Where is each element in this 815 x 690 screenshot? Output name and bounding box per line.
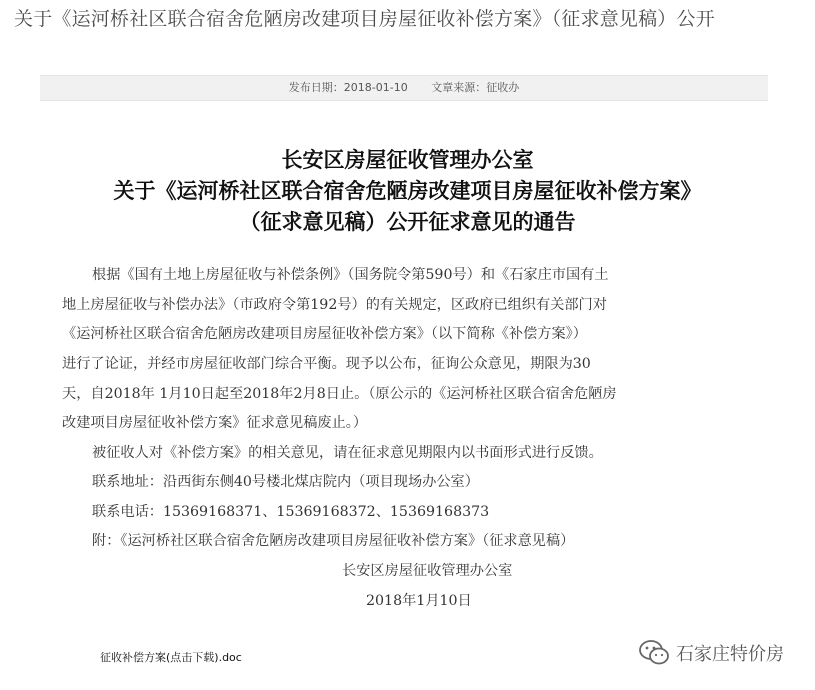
article-source: 文章来源：征收办 xyxy=(431,81,520,94)
attachment-note: 附：《运河桥社区联合宿舍危陋房改建项目房屋征收补偿方案》（征求意见稿） xyxy=(92,533,575,549)
para1-line6: 改建项目房屋征收补偿方案》征求意见稿废止。） xyxy=(62,415,368,431)
watermark-text: 石家庄特价房 xyxy=(676,644,784,665)
attachment-download-link[interactable]: 征收补偿方案(点击下载).doc xyxy=(100,651,242,664)
notice-date: 2018年1月10日 xyxy=(366,593,472,609)
para1-line2: 地上房屋征收与补偿办法》（市政府令第192号）的有关规定，区政府已组织有关部门对 xyxy=(62,297,607,313)
watermark xyxy=(638,636,784,670)
contact-address: 联系地址：沿西街东侧40号楼北煤店院内（项目现场办公室） xyxy=(92,474,479,490)
para1-line4: 进行了论证，并经市房屋征收部门综合平衡。现予以公布，征询公众意见，期限为30 xyxy=(62,356,591,372)
wechat-icon xyxy=(638,638,670,668)
para1-line3: 《运河桥社区联合宿舍危陋房改建项目房屋征收补偿方案》（以下简称《补偿方案》） xyxy=(62,326,587,342)
article-meta-bar xyxy=(40,75,768,101)
article-title: 关于《运河桥社区联合宿舍危陋房改建项目房屋征收补偿方案》（征求意见稿）公开 xyxy=(14,8,715,30)
para1-line5: 天，自2018年 1月10日起至2018年2月8日止。（原公示的《运河桥社区联合宿舍危陋房 xyxy=(62,386,617,402)
heading-issuer: 长安区房屋征收管理办公室 xyxy=(281,147,534,172)
notice-heading xyxy=(30,144,785,237)
heading-suffix: （征求意见稿）公开征求意见的通告 xyxy=(239,209,576,234)
publish-date: 发布日期：2018-01-10 xyxy=(288,81,408,94)
para1-line1: 根据《国有土地上房屋征收与补偿条例》（国务院令第590号）和《石家庄市国有土 xyxy=(92,267,609,283)
para2: 被征收人对《补偿方案》的相关意见，请在征求意见期限内以书面形式进行反馈。 xyxy=(92,445,603,461)
contact-phone: 联系电话：15369168371、15369168372、15369168373 xyxy=(92,504,490,520)
heading-subject: 关于《运河桥社区联合宿舍危陋房改建项目房屋征收补偿方案》 xyxy=(113,178,702,203)
signature: 长安区房屋征收管理办公室 xyxy=(342,563,513,579)
